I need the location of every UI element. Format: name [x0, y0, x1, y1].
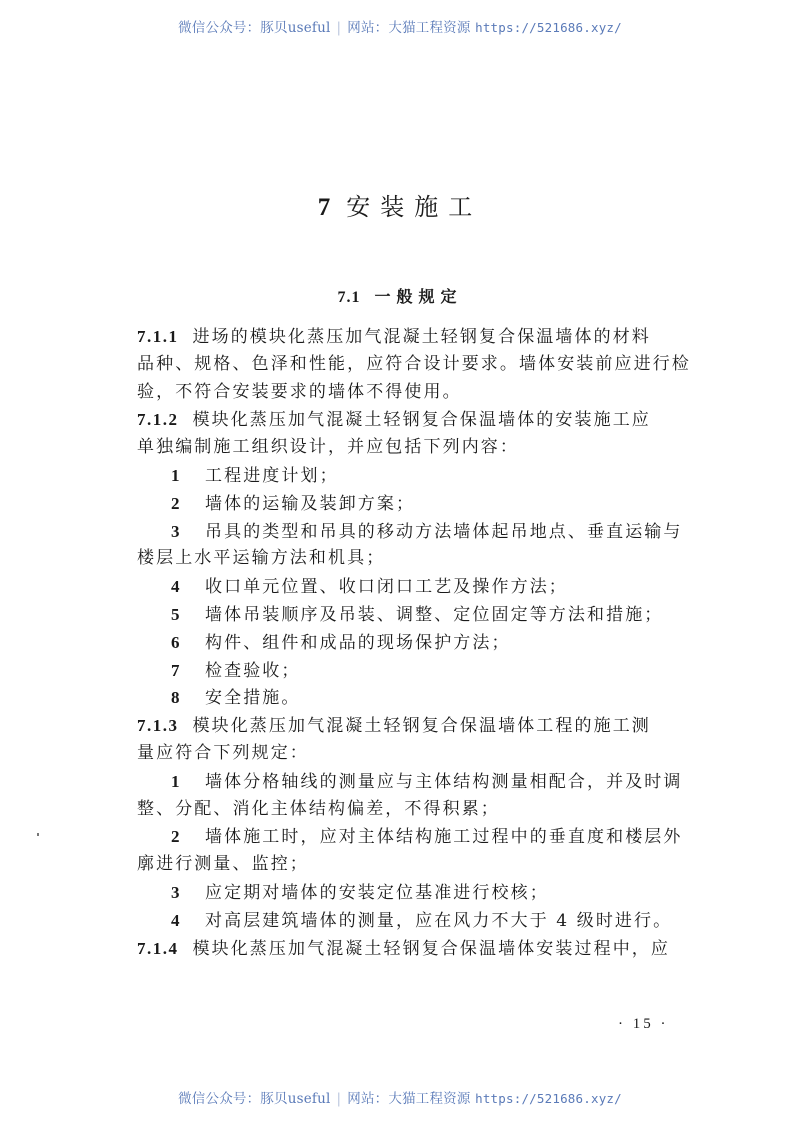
- item-number: 3: [171, 882, 182, 902]
- line-text: 检查验收；: [205, 660, 301, 681]
- continuation-line: [137, 545, 677, 573]
- list-item: [137, 490, 677, 518]
- watermark-url[interactable]: https://521686.xyz/: [475, 1091, 622, 1106]
- list-item: [137, 823, 683, 851]
- continuation-line: [137, 796, 677, 824]
- continuation-line: [137, 379, 677, 407]
- item-number: 4: [171, 577, 182, 597]
- list-item: [137, 879, 677, 907]
- line-text: 量应符合下列规定：: [137, 742, 309, 763]
- line-text: 墙体的运输及装卸方案；: [205, 493, 416, 514]
- line-text: 单独编制施工组织设计，并应包括下列内容：: [137, 437, 519, 458]
- clause-number: 7.1.1: [137, 327, 179, 346]
- list-item: [137, 629, 677, 657]
- line-text: 对高层建筑墙体的测量，应在风力不大于 4 级时进行。: [205, 910, 673, 931]
- chapter-title: [0, 187, 800, 222]
- document-body: [137, 323, 691, 962]
- continuation-line: [137, 851, 677, 879]
- item-number: 1: [171, 771, 182, 791]
- line-text: 模块化蒸压加气混凝土轻钢复合保温墙体的安装施工应: [192, 410, 651, 431]
- clause-line: [137, 406, 677, 434]
- list-item: [137, 657, 677, 685]
- line-text: 工程进度计划；: [205, 465, 339, 486]
- watermark-separator: |: [336, 20, 342, 36]
- list-item: [137, 907, 677, 935]
- line-text: 墙体吊装顺序及吊装、调整、定位固定等方法和措施；: [205, 604, 664, 625]
- item-number: 8: [171, 688, 182, 708]
- continuation-line: [137, 434, 677, 462]
- item-number: 4: [171, 910, 182, 930]
- line-text: 构件、组件和成品的现场保护方法；: [205, 632, 511, 653]
- continuation-line: [137, 351, 691, 379]
- line-text: 模块化蒸压加气混凝土轻钢复合保温墙体安装过程中，应: [192, 938, 670, 959]
- clause-line: [137, 712, 677, 740]
- scan-speck: [37, 833, 39, 836]
- clause-line: [137, 935, 677, 963]
- list-item: [137, 573, 677, 601]
- clause-number: 7.1.3: [137, 716, 179, 736]
- line-text: 验，不符合安装要求的墙体不得使用。: [137, 381, 462, 402]
- watermark-header: [0, 16, 800, 36]
- list-item: [137, 462, 677, 490]
- line-text: 楼层上水平运输方法和机具；: [137, 548, 386, 569]
- line-text: 吊具的类型和吊具的移动方法墙体起吊地点、垂直运输与: [205, 521, 683, 542]
- section-number: 7.1: [337, 289, 361, 306]
- line-text: 应定期对墙体的安装定位基准进行校核；: [205, 882, 549, 903]
- line-text: 模块化蒸压加气混凝土轻钢复合保温墙体工程的施工测: [192, 716, 651, 737]
- line-text: 品种、规格、色泽和性能，应符合设计要求。墙体安装前应进行检: [137, 353, 691, 374]
- chapter-number: 7: [317, 194, 331, 221]
- watermark-site: 网站：大猫工程资源: [347, 1091, 471, 1107]
- item-number: 5: [171, 604, 182, 624]
- watermark-wechat: 微信公众号：豚贝useful: [178, 20, 331, 36]
- page-number: · 15 ·: [618, 1016, 669, 1032]
- line-text: 收口单元位置、收口闭口工艺及操作方法；: [205, 577, 568, 598]
- watermark-wechat: 微信公众号：豚贝useful: [178, 1091, 331, 1107]
- clause-number: 7.1.2: [137, 410, 179, 430]
- section-name: 一般规定: [374, 287, 463, 306]
- watermark-separator: |: [336, 1091, 342, 1107]
- watermark-url[interactable]: https://521686.xyz/: [475, 20, 622, 35]
- section-title: [0, 284, 800, 307]
- watermark-footer: [0, 1087, 800, 1107]
- list-item: [137, 601, 677, 629]
- item-number: 6: [171, 632, 182, 652]
- watermark-site: 网站：大猫工程资源: [347, 20, 471, 36]
- item-number: 3: [171, 521, 182, 541]
- list-item: [137, 768, 683, 796]
- line-text: 安全措施。: [205, 688, 301, 709]
- line-text: 整、分配、消化主体结构偏差，不得积累；: [137, 798, 500, 819]
- line-text: 廓进行测量、监控；: [137, 854, 309, 875]
- item-number: 2: [171, 827, 182, 847]
- item-number: 1: [171, 465, 182, 485]
- chapter-name: 安装施工: [346, 193, 483, 221]
- item-number: 2: [171, 493, 182, 513]
- line-text: 墙体分格轴线的测量应与主体结构测量相配合，并及时调: [205, 771, 683, 792]
- continuation-line: [137, 740, 677, 768]
- line-text: 进场的模块化蒸压加气混凝土轻钢复合保温墙体的材料: [192, 327, 651, 347]
- list-item: [137, 518, 683, 546]
- list-item: [137, 684, 677, 712]
- clause-number: 7.1.4: [137, 938, 179, 958]
- item-number: 7: [171, 660, 182, 680]
- clause-line: [137, 323, 677, 351]
- line-text: 墙体施工时，应对主体结构施工过程中的垂直度和楼层外: [205, 827, 683, 848]
